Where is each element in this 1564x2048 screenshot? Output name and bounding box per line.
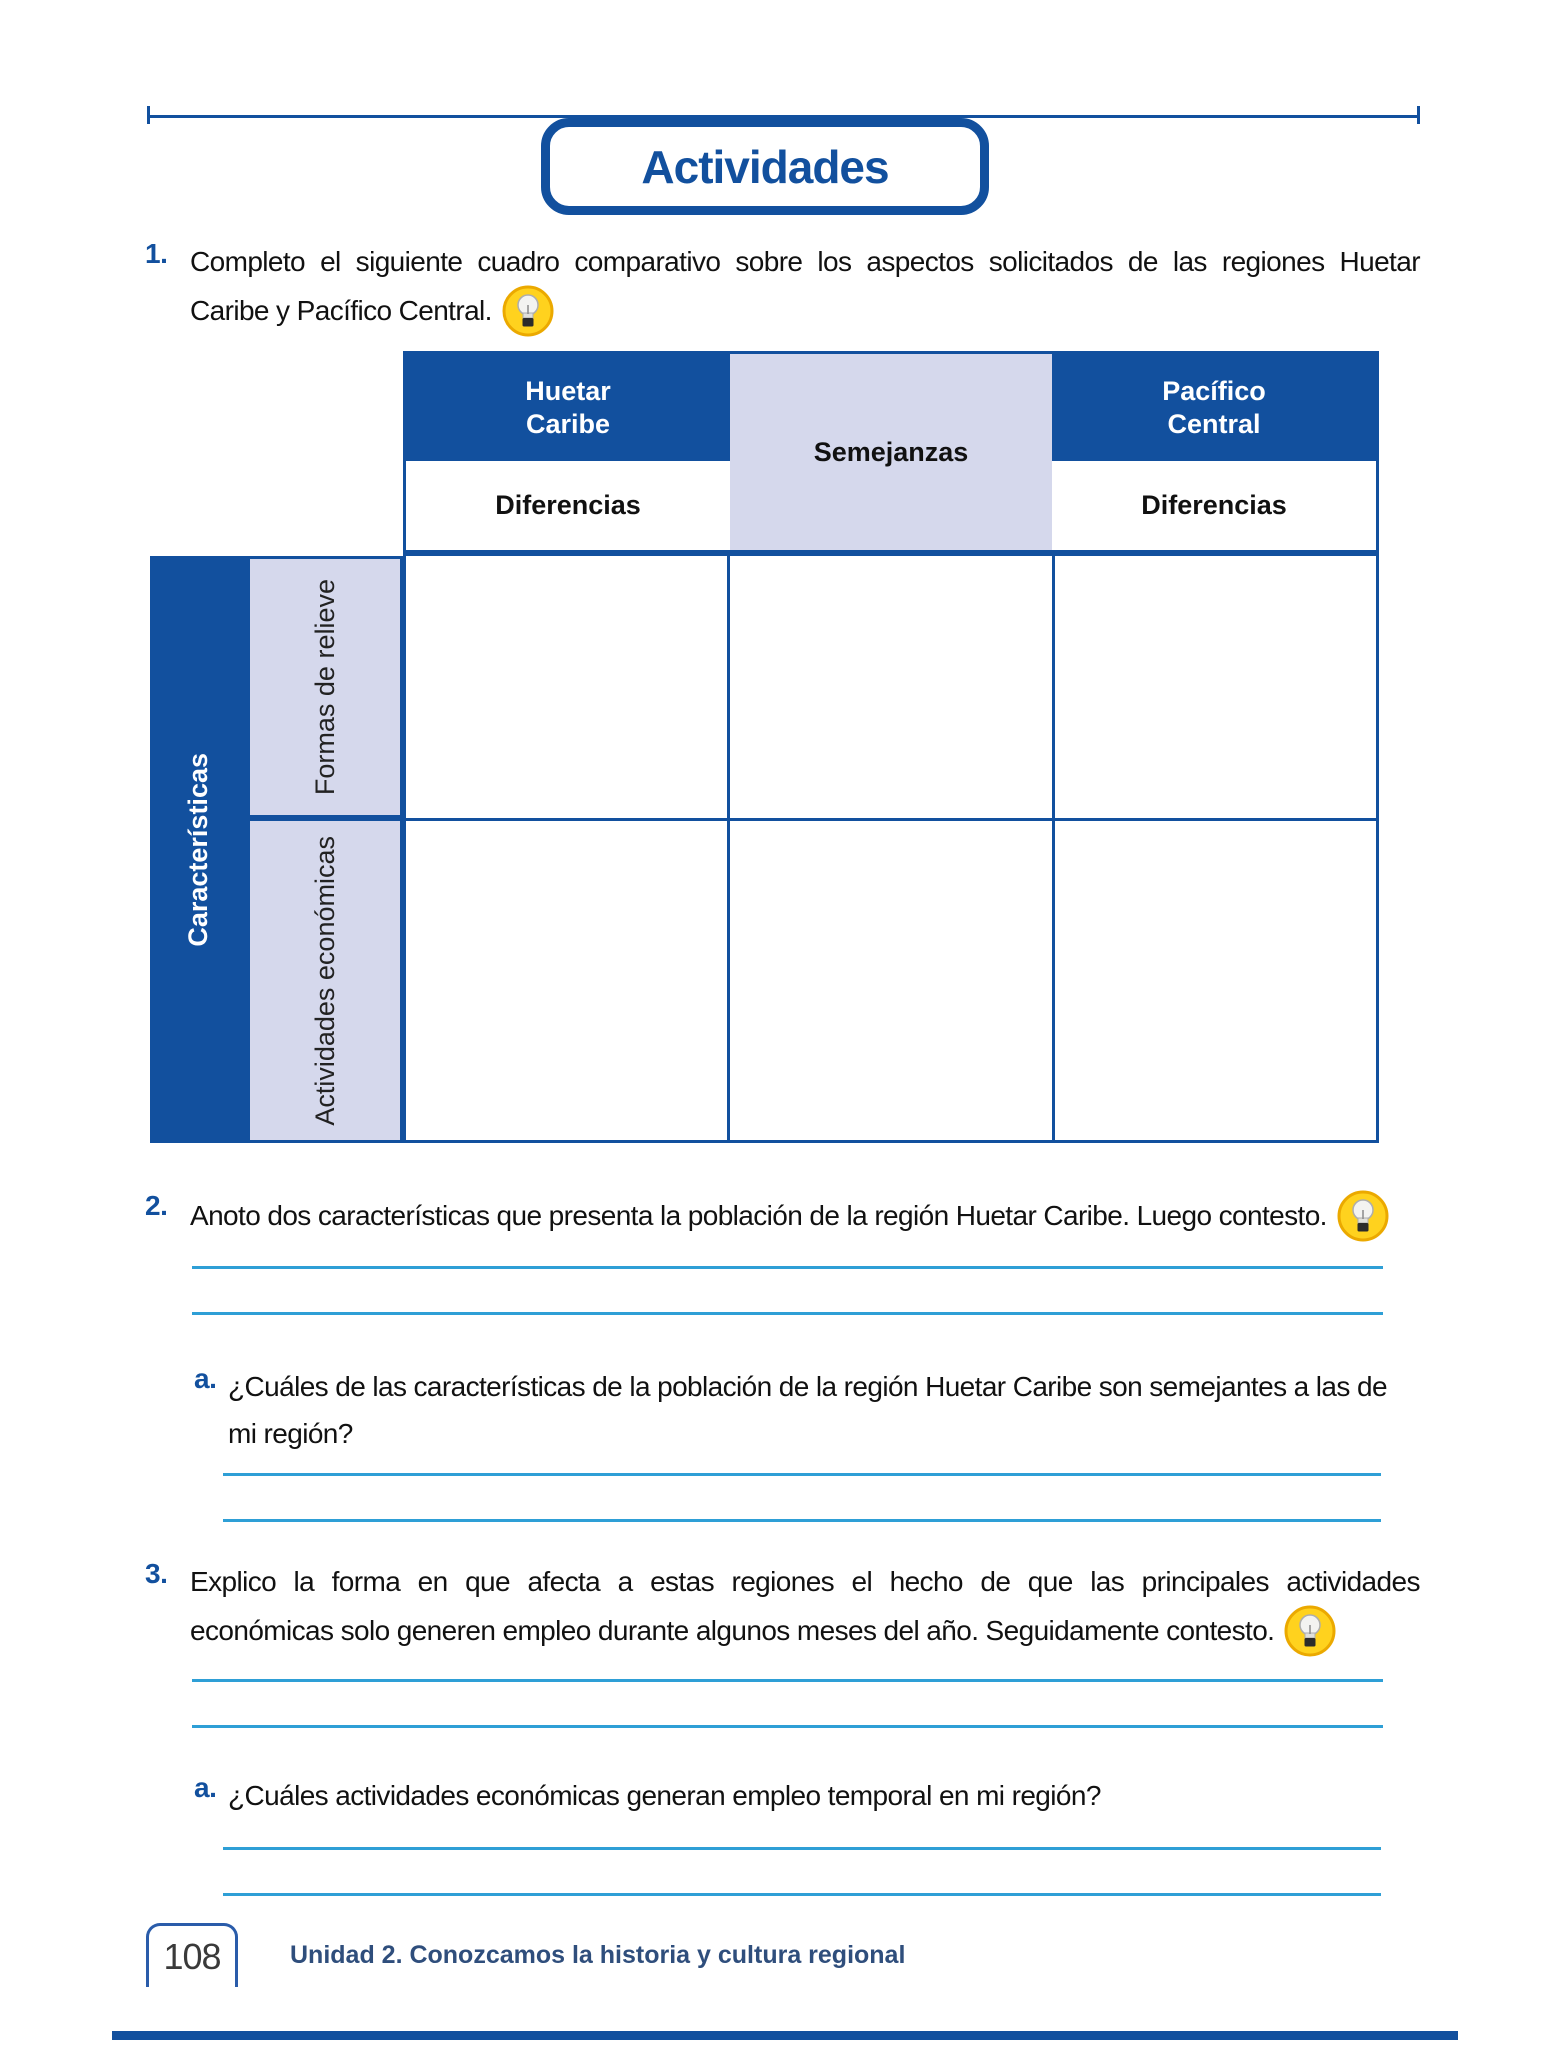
item3a-letter: a. (194, 1772, 217, 1803)
item3-number: 3. (145, 1558, 168, 1589)
activities-title-box (541, 118, 989, 215)
comparison-table-header (403, 351, 1379, 553)
item3-text (190, 1558, 1420, 1657)
cell-economicas-huetar[interactable] (406, 821, 727, 1140)
answer-line[interactable] (192, 1725, 1383, 1728)
header-rule-right-tick (1417, 106, 1420, 124)
item3a-text (228, 1772, 1388, 1819)
page-title: Actividades (641, 140, 889, 193)
item1-text (190, 238, 1420, 337)
item2-line1-text: Anoto dos características que presenta la población de la región Huetar Caribe. Luego contesto. (190, 1200, 1327, 1231)
cell-economicas-pacifico[interactable] (1055, 821, 1376, 1140)
answer-line[interactable] (223, 1473, 1381, 1476)
item2a-text (228, 1363, 1388, 1457)
page-number-box (146, 1923, 238, 1987)
diferencias-left-cell: Diferencias (406, 461, 730, 550)
formas-de-relieve-label (247, 556, 403, 818)
cell-economicas-semejanzas[interactable] (730, 821, 1051, 1140)
answer-line[interactable] (223, 1847, 1381, 1850)
item2-line1 (190, 1190, 1480, 1242)
pacifico-central-column-header (1052, 354, 1376, 550)
cell-relieve-huetar[interactable] (406, 556, 727, 818)
comparison-table-body (403, 553, 1379, 1143)
cell-relieve-pacifico[interactable] (1055, 556, 1376, 818)
huetar-caribe-header-cell (406, 354, 730, 461)
page-number: 108 (163, 1935, 221, 1977)
item1-line2 (190, 285, 1420, 337)
actividades-economicas-text: Actividades económicas (309, 835, 340, 1126)
huetar-caribe-column-header (406, 354, 730, 550)
header-rule-left-tick (147, 106, 150, 124)
item2a-line2: mi región? (228, 1418, 353, 1449)
formas-de-relieve-text: Formas de relieve (309, 578, 340, 796)
cell-relieve-semejanzas[interactable] (730, 556, 1051, 818)
item3-line2-text: económicas solo generen empleo durante algunos meses del año. Seguidamente contesto. (190, 1615, 1275, 1646)
pacifico-central-header-cell (1052, 354, 1376, 461)
caribe-label: Caribe (525, 408, 611, 439)
answer-line[interactable] (192, 1312, 1383, 1315)
caracteristicas-group-label (150, 556, 247, 1143)
diferencias-right-cell: Diferencias (1052, 461, 1376, 550)
item1-line1: Completo el siguiente cuadro comparativo sobre los aspectos solicitados de las regiones Huetar (190, 246, 1420, 277)
hint-lightbulb-icon (502, 285, 554, 337)
answer-line[interactable] (223, 1519, 1381, 1522)
item3a-line1: ¿Cuáles actividades económicas generan empleo temporal en mi región? (228, 1780, 1101, 1811)
unit-title: Unidad 2. Conozcamos la historia y cultura regional (290, 1941, 906, 1969)
actividades-economicas-label (247, 818, 403, 1143)
huetar-label: Huetar (525, 375, 611, 406)
item2-text (190, 1190, 1480, 1242)
item2a-line1: ¿Cuáles de las características de la población de la región Huetar Caribe son semejantes a las de (228, 1371, 1387, 1402)
hint-lightbulb-icon (1337, 1190, 1389, 1242)
answer-line[interactable] (192, 1679, 1383, 1682)
item2a-letter: a. (194, 1363, 217, 1394)
item3-line2 (190, 1605, 1420, 1657)
answer-line[interactable] (223, 1893, 1381, 1896)
item1-number: 1. (145, 238, 168, 269)
item1-line2-text: Caribe y Pacífico Central. (190, 295, 492, 326)
hint-lightbulb-icon (1284, 1605, 1336, 1657)
bottom-page-bar (112, 2031, 1458, 2040)
caracteristicas-text: Características (183, 752, 213, 947)
central-label: Central (1167, 408, 1261, 439)
answer-line[interactable] (192, 1266, 1383, 1269)
item2-number: 2. (145, 1190, 168, 1221)
item3-line1: Explico la forma en que afecta a estas regiones el hecho de que las principales actividades (190, 1566, 1420, 1597)
pacifico-label: Pacífico (1162, 375, 1266, 406)
semejanzas-header-cell: Semejanzas (730, 354, 1052, 550)
